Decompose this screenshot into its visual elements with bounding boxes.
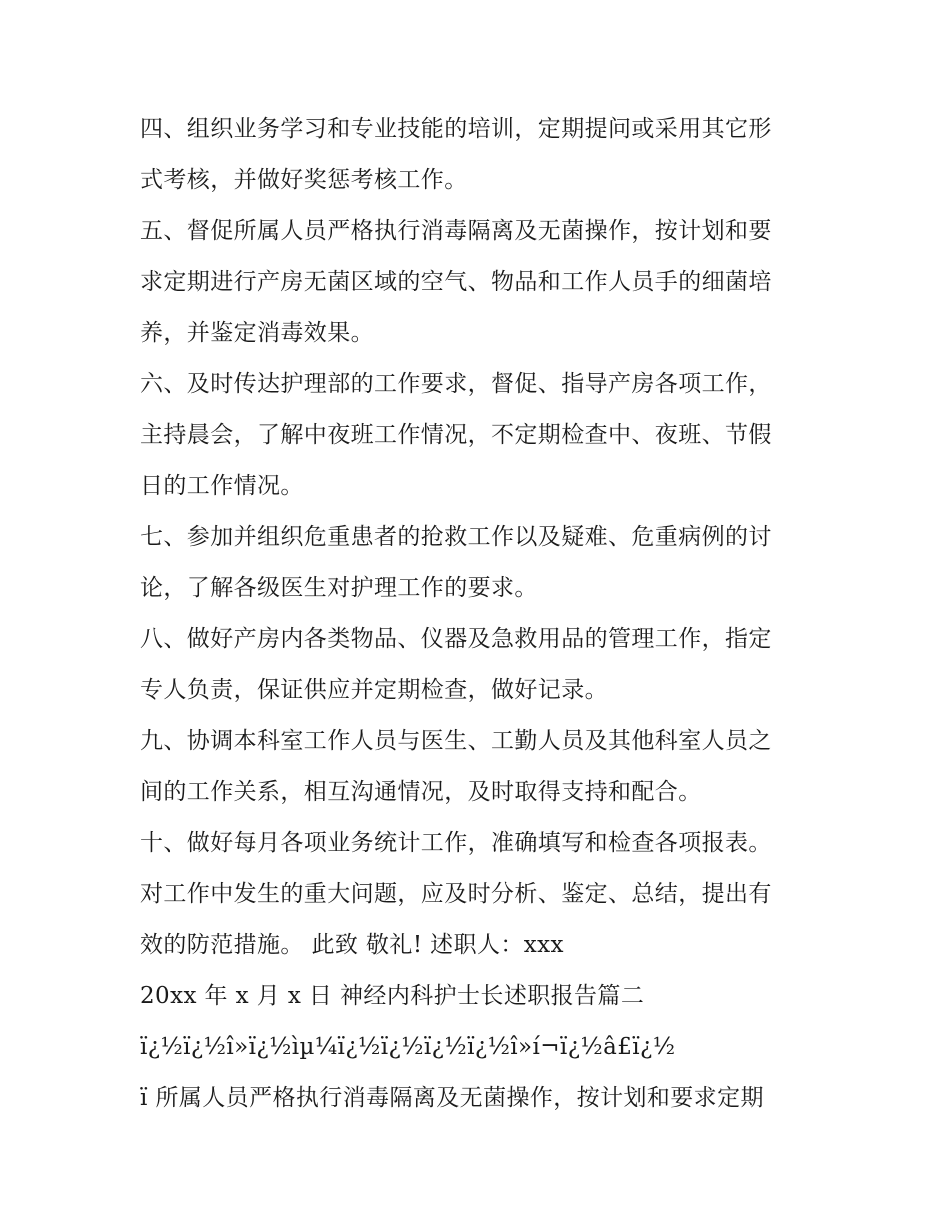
text-line-6: 六、及时传达护理部的工作要求，督促、指导产房各项工作， bbox=[140, 371, 772, 397]
text-line-15: 十、做好每月各项业务统计工作，准确填写和检查各项报表。 bbox=[140, 830, 772, 856]
text-line-10: 论，了解各级医生对护理工作的要求。 bbox=[140, 575, 538, 601]
text-line-2: 式考核，并做好奖惩考核工作。 bbox=[140, 167, 468, 193]
text-line-16: 对工作中发生的重大问题，应及时分析、鉴定、总结，提出有 bbox=[140, 881, 772, 907]
text-line-1: 四、组织业务学习和专业技能的培训，定期提问或采用其它形 bbox=[140, 116, 772, 142]
text-line-11: 八、做好产房内各类物品、仪器及急救用品的管理工作，指定 bbox=[140, 626, 772, 652]
text-line-4: 求定期进行产房无菌区域的空气、物品和工作人员手的细菌培 bbox=[140, 269, 772, 295]
text-line-17: 效的防范措施。 此致 敬礼! 述职人：xxx bbox=[140, 932, 564, 958]
text-line-7: 主持晨会，了解中夜班工作情况，不定期检查中、夜班、节假 bbox=[140, 422, 772, 448]
text-line-5: 养，并鉴定消毒效果。 bbox=[140, 320, 374, 346]
text-line-3: 五、督促所属人员严格执行消毒隔离及无菌操作，按计划和要 bbox=[140, 218, 772, 244]
text-line-9: 七、参加并组织危重患者的抢救工作以及疑难、危重病例的讨 bbox=[140, 524, 772, 550]
text-line-12: 专人负责，保证供应并定期检查，做好记录。 bbox=[140, 677, 608, 703]
text-line-13: 九、协调本科室工作人员与医生、工勤人员及其他科室人员之 bbox=[140, 728, 772, 754]
text-line-14: 间的工作关系，相互沟通情况，及时取得支持和配合。 bbox=[140, 779, 702, 805]
text-line-8: 日的工作情况。 bbox=[140, 473, 304, 499]
text-line-18: 20xx 年 x 月 x 日 神经内科护士长述职报告篇二 bbox=[140, 983, 645, 1009]
text-line-20: ï 所属人员严格执行消毒隔离及无菌操作，按计划和要求定期 bbox=[140, 1085, 764, 1111]
document-body bbox=[140, 104, 830, 1124]
text-line-19: ï¿½ï¿½î»ï¿½ìµ¼ï¿½ï¿½ï¿½ï¿½î»í¬ï¿½â£ï¿½ bbox=[140, 1034, 676, 1060]
